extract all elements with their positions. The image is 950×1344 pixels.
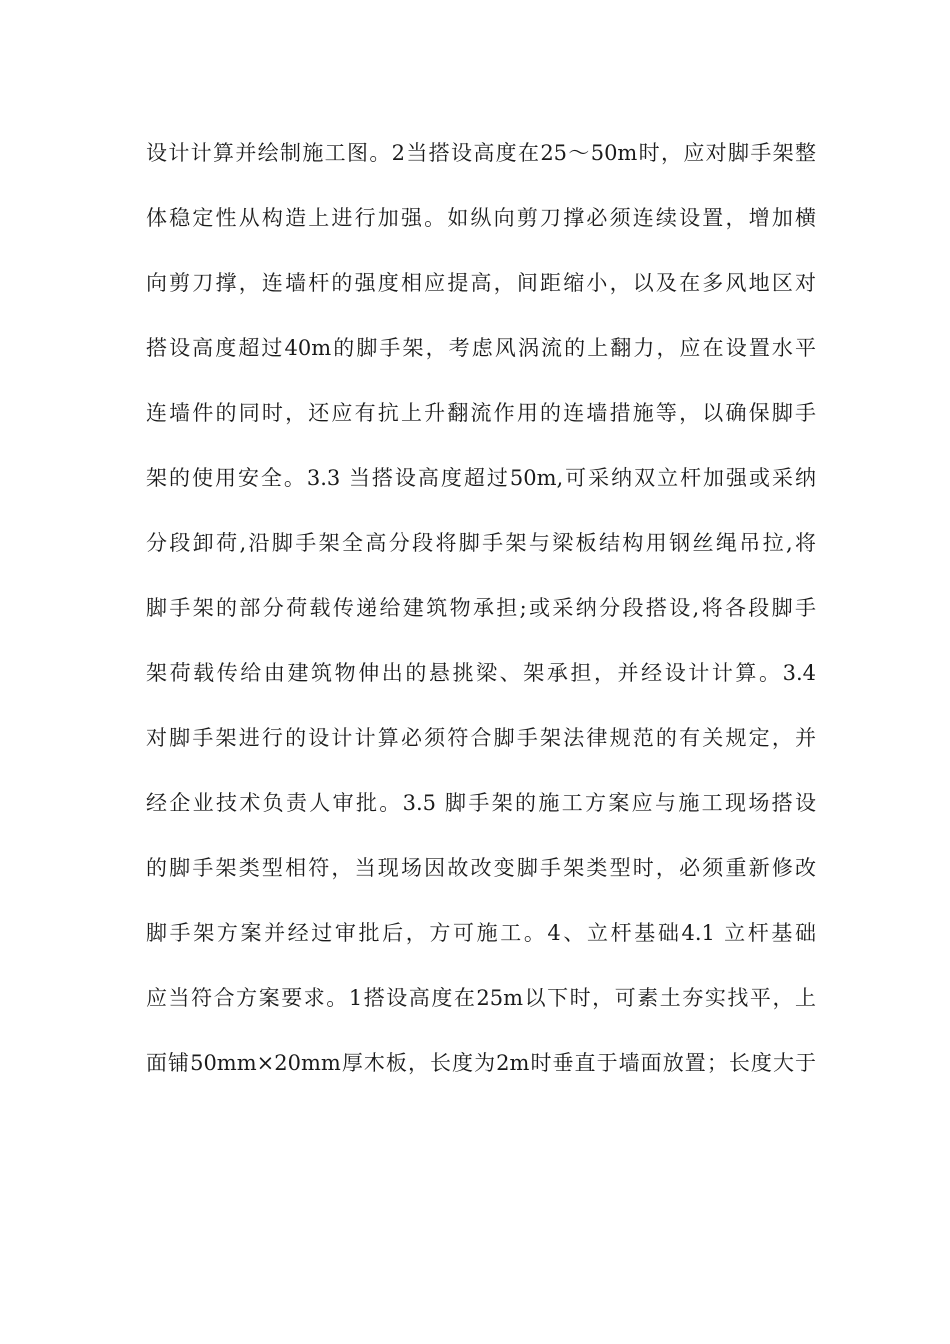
- text-line: 面铺50mm×20mm厚木板，长度为2m时垂直于墙面放置；长度大于: [146, 1051, 816, 1075]
- text-line: 脚手架的部分荷载传递给建筑物承担;或采纳分段搭设,将各段脚手: [146, 596, 816, 620]
- text-line: 脚手架方案并经过审批后，方可施工。4、立杆基础4.1 立杆基础: [146, 921, 816, 945]
- text-line: 架荷载传给由建筑物伸出的悬挑梁、架承担，并经设计计算。3.4: [146, 661, 816, 685]
- text-line: 对脚手架进行的设计计算必须符合脚手架法律规范的有关规定，并: [146, 726, 816, 750]
- text-line: 向剪刀撑，连墙杆的强度相应提高，间距缩小，以及在多风地区对: [146, 271, 816, 295]
- text-line: 经企业技术负责人审批。3.5 脚手架的施工方案应与施工现场搭设: [146, 791, 816, 815]
- text-line: 连墙件的同时，还应有抗上升翻流作用的连墙措施等，以确保脚手: [146, 401, 816, 425]
- text-line: 分段卸荷,沿脚手架全高分段将脚手架与梁板结构用钢丝绳吊拉,将: [146, 531, 816, 555]
- text-line: 设计计算并绘制施工图。2当搭设高度在25～50m时，应对脚手架整: [146, 141, 816, 165]
- body-text: [146, 131, 816, 1106]
- text-line: 体稳定性从构造上进行加强。如纵向剪刀撑必须连续设置，增加横: [146, 206, 816, 230]
- text-line: 搭设高度超过40m的脚手架，考虑风涡流的上翻力，应在设置水平: [146, 336, 816, 360]
- text-line: 的脚手架类型相符，当现场因故改变脚手架类型时，必须重新修改: [146, 856, 816, 880]
- text-line: 应当符合方案要求。1搭设高度在25m以下时，可素土夯实找平，上: [146, 986, 816, 1010]
- text-line: 架的使用安全。3.3 当搭设高度超过50m,可采纳双立杆加强或采纳: [146, 466, 816, 490]
